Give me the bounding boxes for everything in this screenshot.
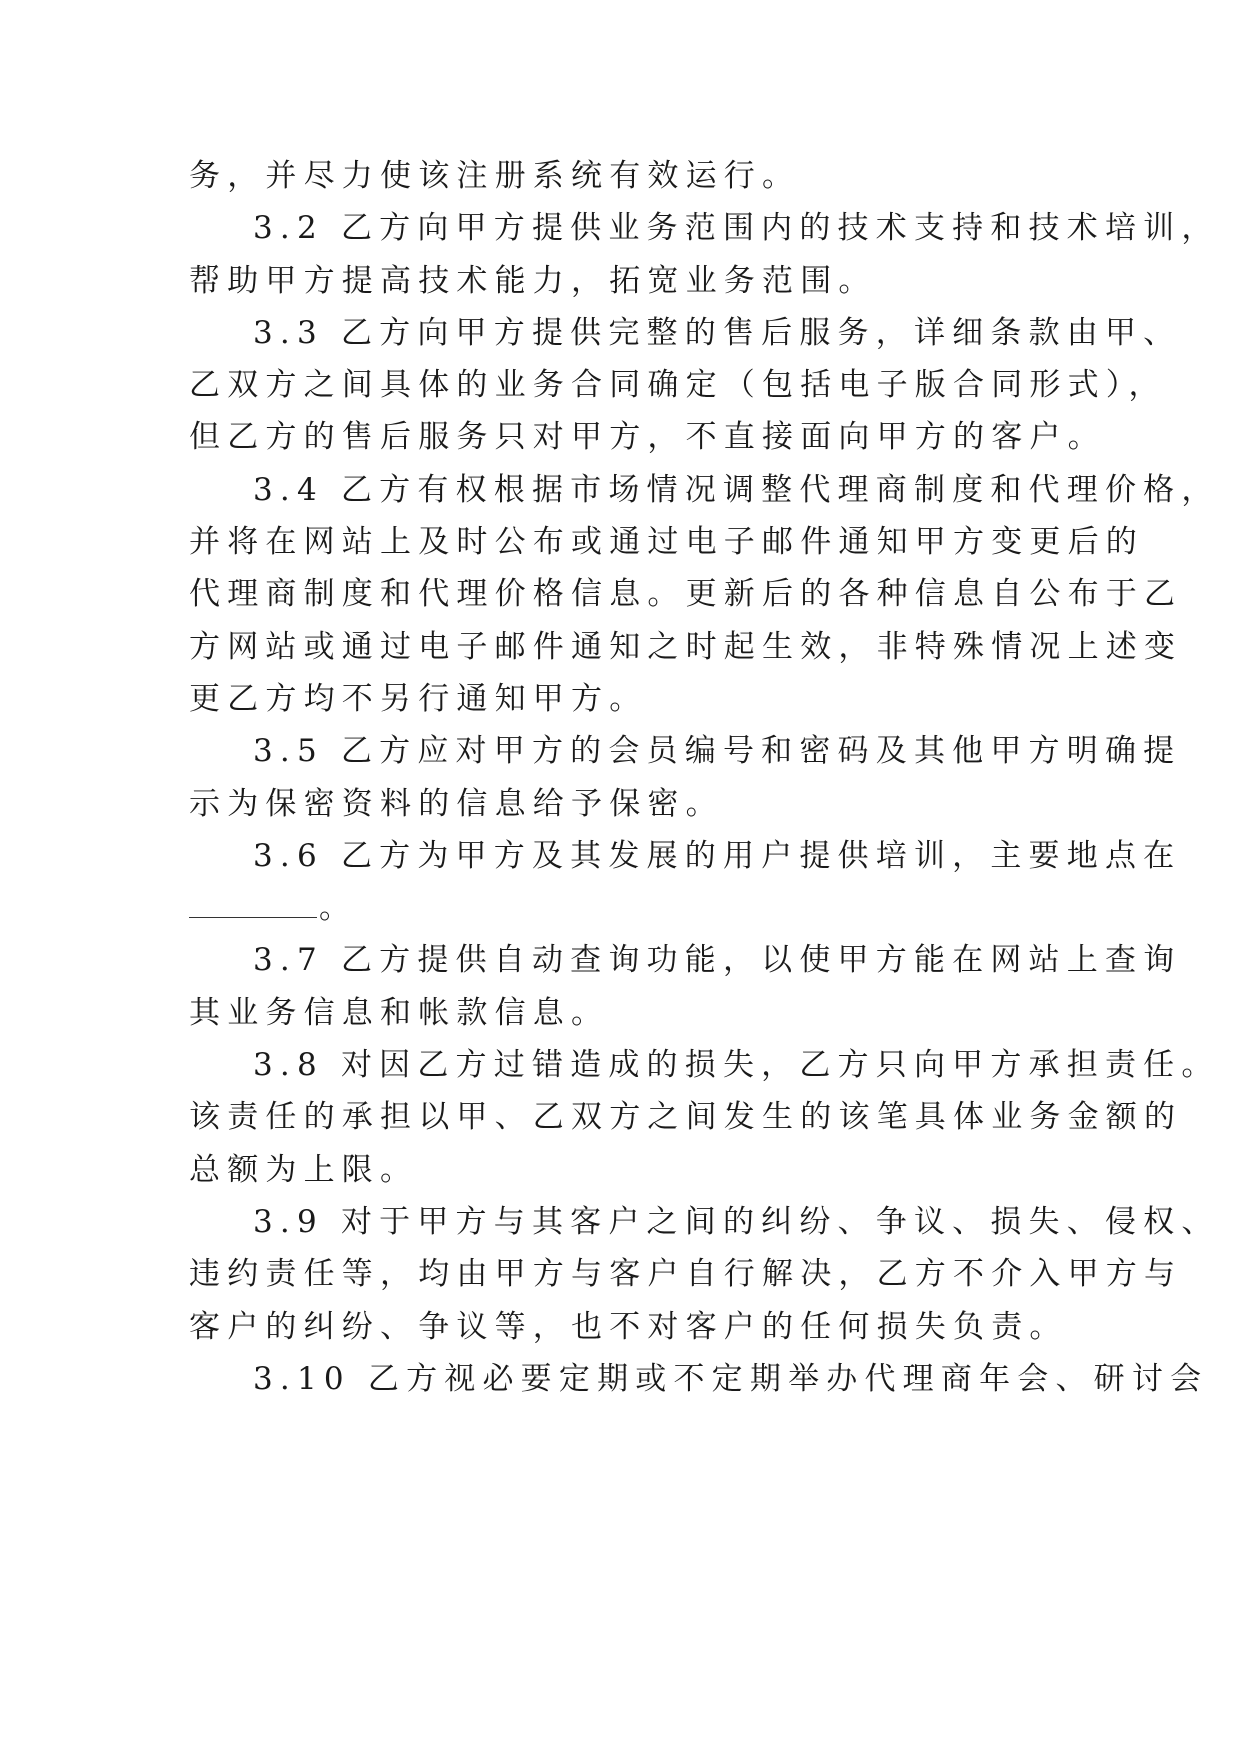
text-line: 更乙方均不另行通知甲方。 <box>189 680 648 717</box>
text-line: 总额为上限。 <box>189 1151 419 1188</box>
text-line: 方网站或通过电子邮件通知之时起生效，非特殊情况上述变 <box>189 628 1183 665</box>
text-line: 并将在网站上及时公布或通过电子邮件通知甲方变更后的 <box>189 524 1144 561</box>
text-line: 3.3 乙方向甲方提供完整的售后服务，详细条款由甲、 <box>253 314 1182 351</box>
text-line: 示为保密资料的信息给予保密。 <box>189 785 724 822</box>
text-line: 客户的纠纷、争议等，也不对客户的任何损失负责。 <box>189 1308 1068 1345</box>
text-line: 乙双方之间具体的业务合同确定（包括电子版合同形式）， <box>189 367 1167 404</box>
fill-in-blank <box>189 893 317 918</box>
text-line: 该责任的承担以甲、乙双方之间发生的该笔具体业务金额的 <box>189 1099 1183 1136</box>
text-line-with-blank <box>189 882 1069 934</box>
text-line: 3.4 乙方有权根据市场情况调整代理商制度和代理价格， <box>253 471 1220 508</box>
text-line: 3.2 乙方向甲方提供业务范围内的技术支持和技术培训， <box>253 210 1220 247</box>
text-line: 但乙方的售后服务只对甲方，不直接面向甲方的客户。 <box>189 419 1106 456</box>
text-line: 3.9 对于甲方与其客户之间的纠纷、争议、损失、侵权、 <box>253 1203 1220 1240</box>
text-line: 帮助甲方提高技术能力，拓宽业务范围。 <box>189 262 877 299</box>
text-line: 3.6 乙方为甲方及其发展的用户提供培训，主要地点在 <box>253 837 1182 874</box>
text-line: 3.10 乙方视必要定期或不定期举办代理商年会、研讨会 <box>253 1360 1209 1397</box>
text-line: 违约责任等，均由甲方与客户自行解决，乙方不介入甲方与 <box>189 1256 1183 1293</box>
text-line: 3.5 乙方应对甲方的会员编号和密码及其他甲方明确提 <box>253 733 1182 770</box>
text-line: 3.8 对因乙方过错造成的损失，乙方只向甲方承担责任。 <box>253 1047 1220 1084</box>
text-line: 务，并尽力使该注册系统有效运行。 <box>189 158 801 194</box>
text-line: 代理商制度和代理价格信息。更新后的各种信息自公布于乙 <box>189 576 1183 613</box>
text-line: 3.7 乙方提供自动查询功能，以使甲方能在网站上查询 <box>253 942 1182 979</box>
text-line: 其业务信息和帐款信息。 <box>189 994 610 1031</box>
blank-line-terminator: 。 <box>319 890 358 927</box>
document-body <box>189 150 1220 1405</box>
